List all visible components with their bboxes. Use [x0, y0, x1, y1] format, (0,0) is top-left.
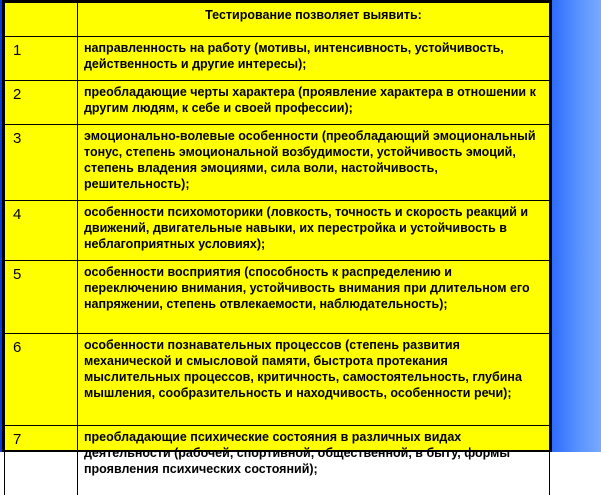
row-number: 3: [5, 125, 78, 201]
table-row: [5, 261, 550, 334]
row-number: 1: [5, 37, 78, 81]
table-row: [5, 201, 550, 261]
table-row: [5, 37, 550, 81]
header-num-cell: [5, 3, 78, 37]
slide-side-band: [552, 0, 601, 452]
table-row: [5, 81, 550, 125]
row-number: 6: [5, 334, 78, 426]
row-text: особенности познавательных процессов (степень развития механической и смысловой памяти, быстрота протекания мыслительных процессов, критичность, самостоятельность, глубина мышления, сообразительность и находчивость, особенности речи);: [78, 334, 550, 426]
table-row: [5, 426, 550, 495]
row-text: преобладающие психические состояния в различных видах деятельности (рабочей, спортивной, общественной, в быту, формы проявления психических состояний);: [78, 426, 550, 495]
table-row: [5, 125, 550, 201]
row-number: 4: [5, 201, 78, 261]
results-table: [4, 2, 550, 495]
table-header-row: [5, 3, 550, 37]
row-text: особенности восприятия (способность к распределению и переключению внимания, устойчивость внимания при длительном его напряжении, степень отвлекаемости, наблюдательность);: [78, 261, 550, 334]
row-text: преобладающие черты характера (проявление характера в отношении к другим людям, к себе и своей профессии);: [78, 81, 550, 125]
row-number: 2: [5, 81, 78, 125]
row-number: 7: [5, 426, 78, 495]
test-table: [2, 0, 552, 452]
row-text: особенности психомоторики (ловкость, точность и скорость реакций и движений, двигательные навыки, их перестройка и устойчивость в неблагоприятных условиях);: [78, 201, 550, 261]
table-header: Тестирование позволяет выявить:: [78, 3, 550, 37]
row-number: 5: [5, 261, 78, 334]
row-text: направленность на работу (мотивы, интенсивность, устойчивость, действенность и другие интересы);: [78, 37, 550, 81]
table-row: [5, 334, 550, 426]
row-text: эмоционально-волевые особенности (преобладающий эмоциональный тонус, степень эмоциональной возбудимости, устойчивость эмоций, степень владения эмоциями, сила воли, настойчивость, решительность);: [78, 125, 550, 201]
